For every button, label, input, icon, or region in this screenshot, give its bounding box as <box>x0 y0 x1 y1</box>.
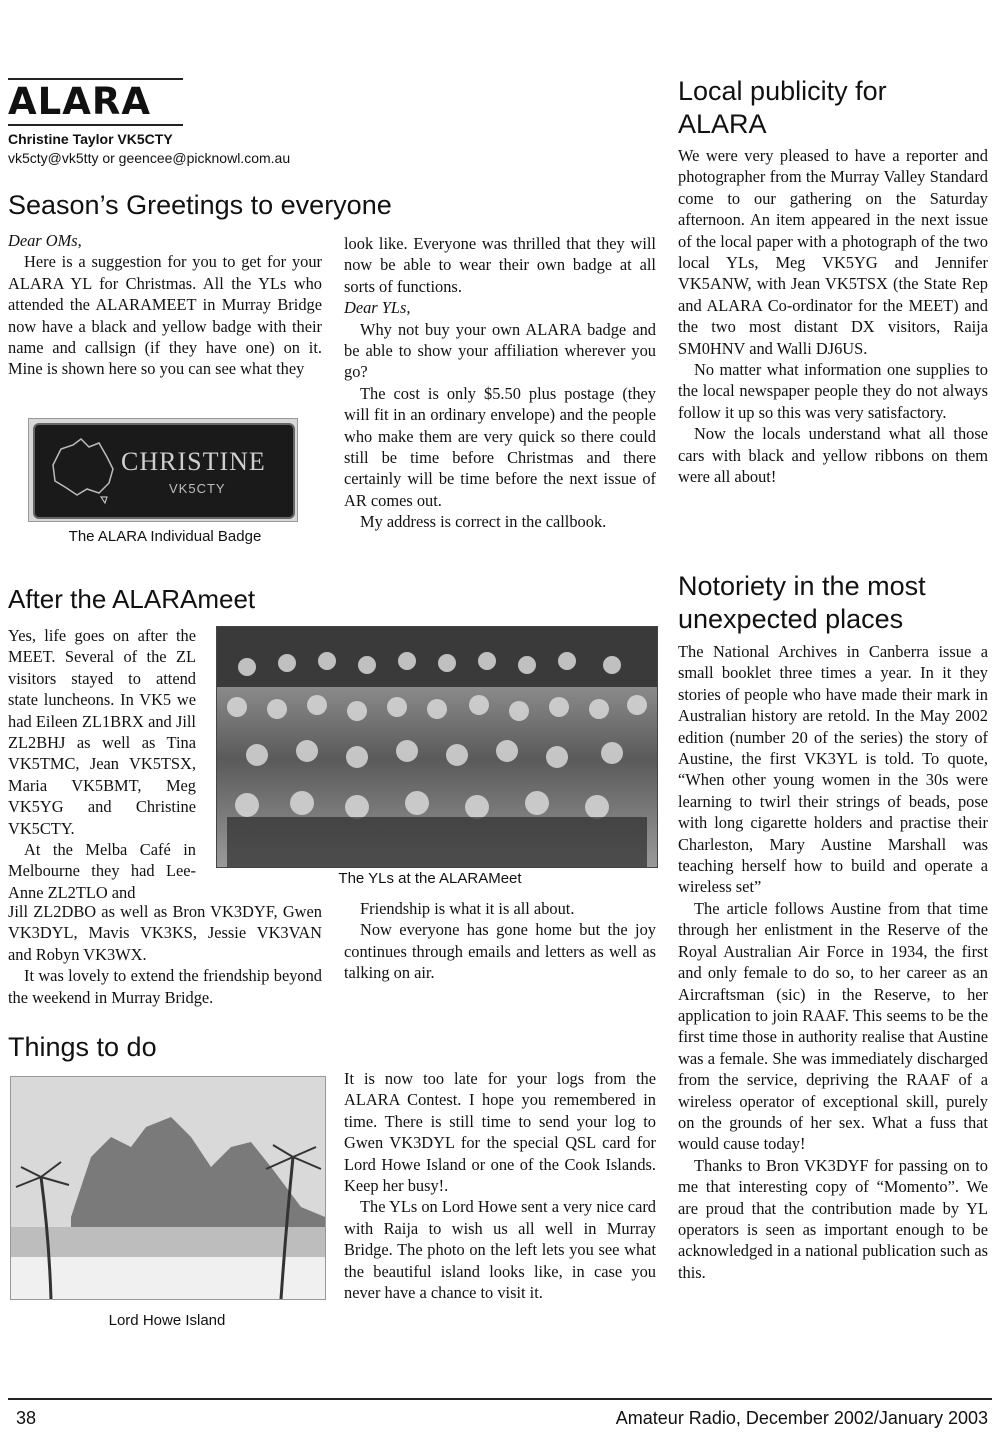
page-number: 38 <box>16 1408 37 1428</box>
footer-rule <box>8 1398 992 1400</box>
publication-info: Amateur Radio, December 2002/January 2003 <box>615 1408 988 1428</box>
after-meet-col2 <box>344 898 656 984</box>
after-meet-paragraph: At the Melba Café in Melbourne they had Lee-Anne ZL2TLO and <box>8 840 196 902</box>
salutation-yls: Dear YLs, <box>344 298 411 318</box>
greetings-paragraph: My address is correct in the callbook. <box>360 512 607 532</box>
author-email: vk5cty@vk5tty or geencee@picknowl.com.au <box>8 150 291 166</box>
greetings-paragraph: Why not buy your own ALARA badge and be able to show your affiliation wherever you go? <box>344 319 656 382</box>
after-meet-heading: After the ALARAmeet <box>8 584 256 614</box>
after-meet-paragraph: Yes, life goes on after the MEET. Several of the ZL visitors stayed to attend state luncheons. In VK5 we had Eileen ZL1BRX and Jill ZL2BHJ as well as Tina VK5TMC, Jean VK5TSX, Maria VK5BMT, Meg VK5YG and Christine VK5CTY. <box>8 626 196 838</box>
after-meet-paragraph: It was lovely to extend the friendship beyond the weekend in Murray Bridge. <box>8 966 322 1007</box>
column-title: ALARA <box>8 80 151 123</box>
notoriety-paragraph: The National Archives in Canberra issue a small booklet three times a year. In it they stories of people who have made their mark in Australian history are retold. In the May 2002 edition (number 20 of the series) the story of Austine, the first VK3YL is told. To quote, “When other young women in the 30s were learning to twirl their strings of beads, pose with long cigarette holders and practise their Charleston, Mary Austine Marshall was teaching herself how to build and operate a wireless set” <box>678 642 988 897</box>
things-col2 <box>344 1068 656 1303</box>
notoriety-heading: Notoriety in the most unexpected places <box>678 571 926 634</box>
greetings-col1 <box>8 230 322 380</box>
group-photo-image <box>217 627 657 867</box>
publicity-body <box>678 145 988 488</box>
greetings-paragraph: The cost is only $5.50 plus postage (they will fit in an ordinary envelope) and the people who make them are very quick so there could still be time before Christmas and there certainly will be time before the next issue of AR comes out. <box>344 383 656 510</box>
after-meet-paragraph-continued: Jill ZL2DBO as well as Bron VK3DYF, Gwen VK3DYL, Mavis VK3KS, Jessie VK3VAN and Robyn VK3WX. <box>8 902 322 964</box>
salutation-oms: Dear OMs, <box>8 231 82 250</box>
publicity-heading: Local publicity for ALARA <box>678 76 887 139</box>
island-image <box>11 1077 325 1299</box>
group-photo-caption: The YLs at the ALARAMeet <box>338 870 522 887</box>
badge-name: CHRISTINE <box>121 447 266 476</box>
publicity-paragraph: We were very pleased to have a reporter and photographer from the Murray Valley Standard come to our gathering on the Saturday afternoon. An item appeared in the next issue of the local paper with a photograph of the two local YLs, Meg VK5YG and Jennifer VK5ANW, with Jean VK5TSX (the State Rep and ALARA Co-ordinator for the MEET) and the two most distant DX visitors, Raija SM0HNV and Walli DJ6US. <box>678 146 988 358</box>
notoriety-paragraph: Thanks to Bron VK3DYF for passing on to me that interesting copy of “Momento”. We are proud that the contribution made by YL operators is seen as important enough to be acknowledged in a national publication such as this. <box>678 1155 988 1282</box>
publicity-paragraph: Now the locals understand what all those cars with black and yellow ribbons on them were all about! <box>678 424 988 487</box>
greetings-col2 <box>344 233 656 533</box>
after-meet-paragraph: Now everyone has gone home but the joy continues through emails and letters as well as talking on air. <box>344 920 656 983</box>
greetings-paragraph: Here is a suggestion for you to get for your ALARA YL for Christmas. All the YLs who attended the ALARAMEET in Murray Bridge now have a black and yellow badge with their name and callsign (if they have one) on it. Mine is shown here so you can see what they <box>8 252 322 379</box>
after-meet-col1-bottom <box>8 901 322 1008</box>
group-photo <box>216 626 658 868</box>
things-heading: Things to do <box>8 1032 157 1062</box>
lord-howe-caption: Lord Howe Island <box>108 1312 226 1329</box>
things-paragraph: The YLs on Lord Howe sent a very nice card with Raija to wish us all well in Murray Bridge. The photo on the left lets you see what the beautiful island looks like, in case you never have a chance to visit it. <box>344 1197 656 1303</box>
badge-caption: The ALARA Individual Badge <box>68 528 262 545</box>
things-paragraph: It is now too late for your logs from the ALARA Contest. I hope you remembered in time. There is still time to send your log to Gwen VK3DYL for the special QSL card for Lord Howe Island or one of the Cook Islands. Keep her busy!. <box>344 1069 656 1196</box>
lord-howe-photo <box>10 1076 326 1300</box>
header-bottom-rule <box>8 124 183 126</box>
publicity-paragraph: No matter what information one supplies to the local newspaper people they do not always follow it up so this was very satisfactory. <box>678 360 988 422</box>
badge-image <box>28 418 298 522</box>
after-meet-col1-top <box>8 625 196 903</box>
notoriety-body <box>678 641 988 1283</box>
notoriety-paragraph: The article follows Austine from that time through her enlistment in the Reserve of the Royal Australian Air Force in 1934, the first and only female to do so, to her career as an Aircraftsman (sic) in the Reserve, to her application to join RAAF. This seems to be the first time those in authority realise that Austine was a female. She was immediately discharged from the service, depriving the RAAF of a wireless operator of exceptional skill, purely on the grounds of her sex. What a fuss that would cause today! <box>678 898 988 1154</box>
greetings-paragraph-continued: look like. Everyone was thrilled that they will now be able to wear their own badge at all sorts of functions. <box>344 234 656 296</box>
author-name: Christine Taylor VK5CTY <box>8 131 173 147</box>
greetings-heading: Season’s Greetings to everyone <box>8 190 392 220</box>
badge-callsign: VK5CTY <box>169 481 226 496</box>
australia-map-icon <box>43 435 123 505</box>
after-meet-paragraph: Friendship is what it is all about. <box>360 899 575 918</box>
